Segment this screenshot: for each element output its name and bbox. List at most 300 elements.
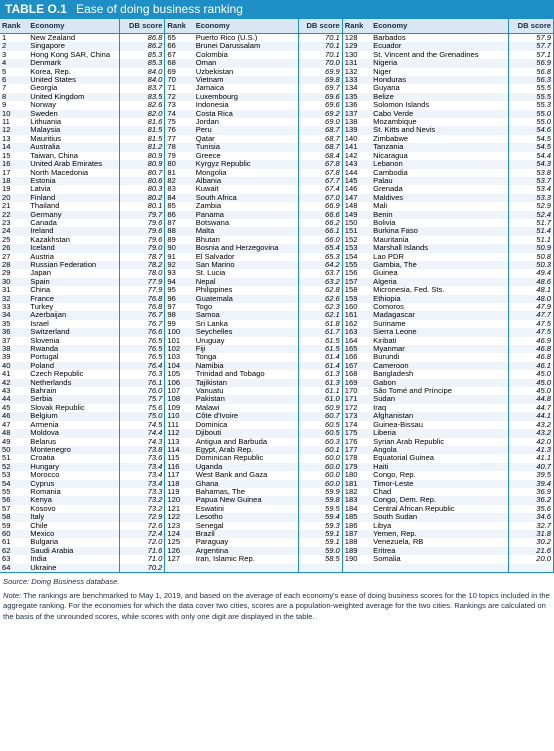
economy-cell: Georgia bbox=[30, 84, 58, 93]
economy-cell: Suriname bbox=[373, 319, 406, 328]
db-score-cell: 60.9 bbox=[299, 404, 343, 412]
db-score-cell: 75.6 bbox=[119, 404, 165, 412]
table-row bbox=[0, 261, 554, 269]
table-row bbox=[0, 202, 554, 210]
table-row bbox=[0, 522, 554, 530]
economy-cell: Cabo Verde bbox=[371, 110, 509, 118]
rank-cell: 148 bbox=[344, 202, 358, 211]
rank-cell: 67 bbox=[167, 50, 176, 59]
rank-cell: 99 bbox=[167, 319, 176, 328]
table-row bbox=[0, 379, 554, 387]
rank-cell: 44 bbox=[0, 395, 28, 403]
table-row bbox=[0, 219, 554, 227]
rank-cell: 29 bbox=[2, 269, 11, 278]
economy-cell: Russian Federation bbox=[28, 261, 119, 269]
db-score-cell: 60.5 bbox=[299, 429, 343, 437]
economy-cell: South Sudan bbox=[371, 513, 509, 521]
economy-cell: Nepal bbox=[194, 278, 299, 286]
rank-cell: 111 bbox=[167, 420, 179, 429]
db-score-cell: 71.6 bbox=[119, 547, 165, 555]
db-score-cell: 57.7 bbox=[509, 42, 554, 50]
db-score-cell: 68.7 bbox=[299, 135, 343, 143]
rank-cell: 18 bbox=[0, 177, 28, 185]
rank-cell: 30 bbox=[0, 278, 28, 286]
table-row bbox=[0, 101, 554, 109]
header-economy: Economy bbox=[28, 19, 119, 34]
note-text: The rankings are benchmarked to May 1, 2019, and based on the average of each economy's ease of doing business scores for the 10 topics included in the aggregate ranking. For the economies for which the data cover two cities, scores are a population-weighted average for the two cities. Rankings are calculated on the basis of the unrounded scores, while scores with only one digit are displayed in the table. bbox=[3, 590, 550, 621]
table-row bbox=[0, 126, 554, 134]
economy-cell: St. Lucia bbox=[195, 269, 226, 278]
table-row bbox=[0, 59, 554, 67]
economy-cell: Portugal bbox=[30, 353, 59, 362]
db-score-cell: 48.0 bbox=[509, 295, 554, 303]
db-score-cell: 59.3 bbox=[299, 522, 343, 530]
economy-cell: Tonga bbox=[195, 353, 217, 362]
db-score-cell: 54.5 bbox=[509, 143, 554, 151]
economy-cell: Haiti bbox=[371, 463, 509, 471]
rank-cell: 63 bbox=[2, 555, 11, 564]
economy-cell: United Arab Emirates bbox=[28, 160, 119, 168]
economy-cell: Panama bbox=[194, 211, 299, 219]
table-row bbox=[0, 538, 554, 546]
rank-cell: 71 bbox=[167, 84, 176, 93]
economy-cell: Italy bbox=[28, 513, 119, 521]
table-row bbox=[0, 303, 554, 311]
rank-cell: 125 bbox=[167, 538, 181, 547]
economy-cell: Seychelles bbox=[194, 328, 299, 336]
db-score-cell: 45.0 bbox=[509, 370, 554, 378]
rank-cell: 153 bbox=[342, 244, 371, 252]
db-score-cell: 55.0 bbox=[509, 118, 554, 126]
db-score-cell: 85.3 bbox=[119, 59, 165, 67]
table-row bbox=[0, 135, 554, 143]
db-score-cell: 76.5 bbox=[119, 345, 165, 353]
rank-cell: 171 bbox=[342, 395, 371, 403]
rank-cell: 159 bbox=[342, 295, 371, 303]
rank-cell: 36 bbox=[0, 328, 28, 336]
rank-cell: 70 bbox=[165, 76, 194, 84]
source-line bbox=[3, 577, 551, 588]
rank-cell: 24 bbox=[0, 227, 28, 235]
rank-cell: 32 bbox=[0, 295, 28, 303]
db-score-cell: 50.3 bbox=[509, 261, 554, 269]
economy-cell: Australia bbox=[28, 143, 119, 151]
table-row bbox=[0, 446, 554, 454]
rank-cell: 50 bbox=[0, 446, 28, 454]
rank-cell: 113 bbox=[167, 437, 180, 446]
rank-cell: 119 bbox=[167, 487, 180, 496]
rank-cell: 116 bbox=[165, 463, 194, 471]
table-row bbox=[0, 169, 554, 177]
rank-cell: 177 bbox=[342, 446, 371, 454]
db-score-cell: 71.0 bbox=[119, 555, 165, 563]
rank-cell: 49 bbox=[2, 437, 11, 446]
rank-cell: 92 bbox=[165, 261, 194, 269]
db-score-cell: 55.5 bbox=[509, 84, 554, 92]
economy-cell: Comoros bbox=[373, 303, 404, 311]
economy-cell: São Tomé and Príncipe bbox=[373, 387, 452, 396]
economy-cell: Barbados bbox=[373, 33, 406, 42]
table-row bbox=[0, 295, 554, 303]
db-score-cell: 77.9 bbox=[119, 278, 165, 286]
rank-cell: 170 bbox=[344, 387, 358, 396]
db-score-cell: 60.3 bbox=[299, 438, 343, 446]
economy-cell: North Macedonia bbox=[30, 168, 89, 177]
rank-cell: 186 bbox=[344, 521, 358, 530]
rank-cell: 84 bbox=[165, 194, 194, 202]
db-score-cell: 74.3 bbox=[119, 438, 165, 446]
rank-cell: 57 bbox=[2, 504, 11, 513]
db-score-cell: 59.1 bbox=[299, 538, 343, 546]
db-score-cell: 53.8 bbox=[509, 169, 554, 177]
rank-cell: 45 bbox=[2, 403, 11, 412]
db-score-cell: 46.9 bbox=[509, 337, 554, 345]
db-score-cell: 42.0 bbox=[509, 438, 554, 446]
rank-cell: 114 bbox=[165, 446, 194, 454]
rank-cell: 157 bbox=[342, 278, 371, 286]
rank-cell: 65 bbox=[167, 33, 176, 42]
db-score-cell: 80.7 bbox=[119, 169, 165, 177]
db-score-cell: 53.7 bbox=[509, 177, 554, 185]
economy-cell: Greece bbox=[195, 151, 221, 160]
economy-cell: Gambia, The bbox=[371, 261, 509, 269]
economy-cell: Malta bbox=[194, 227, 299, 235]
db-score-cell: 70.1 bbox=[299, 34, 343, 43]
rank-cell: 172 bbox=[344, 403, 358, 412]
economy-cell: Mali bbox=[373, 202, 388, 211]
table-row bbox=[0, 395, 554, 403]
rank-cell: 164 bbox=[344, 336, 358, 345]
table-title bbox=[0, 0, 554, 19]
economy-cell: Ecuador bbox=[371, 42, 509, 50]
rank-cell: 42 bbox=[0, 379, 28, 387]
db-score-cell: 73.8 bbox=[119, 446, 165, 454]
db-score-cell: 69.9 bbox=[299, 68, 343, 76]
table-row bbox=[0, 429, 554, 437]
economy-cell: Myanmar bbox=[371, 345, 509, 353]
rank-cell: 105 bbox=[167, 370, 181, 379]
db-score-cell: 80.2 bbox=[119, 194, 165, 202]
db-score-cell: 47.7 bbox=[509, 311, 554, 319]
economy-cell bbox=[371, 564, 509, 573]
rank-cell: 138 bbox=[344, 118, 358, 127]
rank-cell: 147 bbox=[342, 194, 371, 202]
db-score-cell: 67.4 bbox=[299, 185, 343, 193]
rank-cell: 123 bbox=[167, 521, 181, 530]
db-score-cell: 86.2 bbox=[119, 42, 165, 50]
rank-cell: 87 bbox=[167, 218, 176, 227]
db-score-cell: 76.5 bbox=[119, 337, 165, 345]
table-row bbox=[0, 84, 554, 92]
table-row bbox=[0, 244, 554, 252]
db-score-cell: 32.7 bbox=[509, 522, 554, 530]
rank-cell: 31 bbox=[2, 286, 11, 295]
rank-cell: 126 bbox=[165, 547, 194, 555]
db-score-cell: 79.6 bbox=[119, 227, 165, 235]
economy-cell: Timor-Leste bbox=[371, 480, 509, 488]
economy-cell: Sierra Leone bbox=[371, 328, 509, 336]
economy-cell: Thailand bbox=[30, 202, 60, 211]
economy-cell: Malawi bbox=[195, 403, 220, 412]
db-score-cell: 78.0 bbox=[119, 269, 165, 277]
rank-cell: 127 bbox=[167, 555, 181, 564]
economy-cell: China bbox=[30, 286, 51, 295]
db-score-cell: 73.2 bbox=[119, 505, 165, 513]
rank-cell: 39 bbox=[2, 353, 11, 362]
economy-cell: Zimbabwe bbox=[373, 134, 409, 143]
rank-cell: 110 bbox=[165, 412, 194, 420]
economy-cell: Congo, Dem. Rep. bbox=[371, 496, 509, 504]
table-row bbox=[0, 555, 554, 563]
economy-cell: Dominica bbox=[195, 420, 228, 429]
economy-cell: St. Kitts and Nevis bbox=[371, 126, 509, 134]
rank-cell: 95 bbox=[167, 286, 176, 295]
rank-cell: 74 bbox=[165, 110, 194, 118]
rank-cell: 98 bbox=[165, 311, 194, 319]
rank-cell: 184 bbox=[344, 504, 358, 513]
db-score-cell: 74.5 bbox=[119, 421, 165, 429]
db-score-cell: 66.2 bbox=[299, 219, 343, 227]
economy-cell: Central African Republic bbox=[373, 504, 455, 513]
economy-cell: Spain bbox=[28, 278, 119, 286]
db-score-cell: 73.4 bbox=[119, 480, 165, 488]
db-score-cell: 20.0 bbox=[509, 555, 554, 563]
rank-cell: 68 bbox=[165, 59, 194, 67]
rank-cell: 47 bbox=[2, 420, 11, 429]
db-score-cell: 72.6 bbox=[119, 522, 165, 530]
rank-cell: 15 bbox=[2, 151, 11, 160]
table-row bbox=[0, 345, 554, 353]
table-row bbox=[0, 152, 554, 160]
economy-cell: Switzerland bbox=[28, 328, 119, 336]
db-score-cell: 46.8 bbox=[509, 353, 554, 361]
db-score-cell: 61.5 bbox=[299, 337, 343, 345]
rank-cell: 37 bbox=[2, 336, 11, 345]
db-score-cell: 79.7 bbox=[119, 211, 165, 219]
table-row bbox=[0, 320, 554, 328]
rank-cell: 115 bbox=[167, 454, 180, 463]
economy-cell: Niger bbox=[373, 67, 392, 76]
table-row bbox=[0, 505, 554, 513]
db-score-cell: 60.1 bbox=[299, 446, 343, 454]
db-score-cell: 54.3 bbox=[509, 160, 554, 168]
economy-cell: Singapore bbox=[28, 42, 119, 50]
economy-cell: Cambodia bbox=[373, 168, 408, 177]
economy-cell: Papua New Guinea bbox=[194, 496, 299, 504]
economy-cell: Serbia bbox=[28, 395, 119, 403]
header-db-score: DB score bbox=[509, 19, 554, 34]
economy-cell: New Zealand bbox=[30, 33, 76, 42]
db-score-cell: 76.8 bbox=[119, 303, 165, 311]
economy-cell: Sri Lanka bbox=[195, 319, 228, 328]
rank-cell: 64 bbox=[0, 564, 28, 573]
economy-cell: Ghana bbox=[194, 480, 299, 488]
rank-cell: 59 bbox=[2, 521, 11, 530]
db-score-cell: 50.9 bbox=[509, 244, 554, 252]
table-row bbox=[0, 68, 554, 76]
db-score-cell: 49.4 bbox=[509, 269, 554, 277]
economy-cell: Burkina Faso bbox=[371, 227, 509, 235]
rank-cell: 4 bbox=[0, 59, 28, 67]
economy-cell: Bangladesh bbox=[373, 370, 414, 379]
rank-cell: 81 bbox=[167, 168, 176, 177]
rank-cell: 190 bbox=[344, 555, 358, 564]
economy-cell: Hong Kong SAR, China bbox=[30, 50, 111, 59]
db-score-cell: 44.8 bbox=[509, 395, 554, 403]
db-score-cell: 75.0 bbox=[119, 412, 165, 420]
db-score-cell: 48.6 bbox=[509, 278, 554, 286]
db-score-cell: 79.6 bbox=[119, 219, 165, 227]
db-score-cell: 82.0 bbox=[119, 110, 165, 118]
db-score-cell: 76.1 bbox=[119, 379, 165, 387]
db-score-cell: 81.2 bbox=[119, 143, 165, 151]
economy-cell: Luxembourg bbox=[194, 93, 299, 101]
table-row bbox=[0, 269, 554, 277]
db-score-cell: 63.7 bbox=[299, 269, 343, 277]
note-line bbox=[3, 591, 551, 623]
db-score-cell: 36.2 bbox=[509, 496, 554, 504]
economy-cell: San Marino bbox=[194, 261, 299, 269]
rank-cell: 69 bbox=[167, 67, 176, 76]
table-row bbox=[0, 564, 554, 573]
rank-cell: 129 bbox=[342, 42, 371, 50]
rank-cell: 38 bbox=[0, 345, 28, 353]
table-row bbox=[0, 51, 554, 59]
rank-cell: 141 bbox=[342, 143, 371, 151]
rank-cell: 6 bbox=[0, 76, 28, 84]
rank-cell: 91 bbox=[167, 252, 176, 261]
db-score-cell: 60.7 bbox=[299, 412, 343, 420]
db-score-cell: 54.6 bbox=[509, 126, 554, 134]
economy-cell: Slovenia bbox=[30, 336, 60, 345]
rank-cell: 5 bbox=[2, 67, 7, 76]
economy-cell: Brazil bbox=[194, 530, 299, 538]
table-row bbox=[0, 387, 554, 395]
table-label: TABLE O.1 bbox=[5, 2, 67, 16]
economy-cell: Moldova bbox=[28, 429, 119, 437]
economy-cell: Cyprus bbox=[28, 480, 119, 488]
economy-cell: Gabon bbox=[371, 379, 509, 387]
table-row bbox=[0, 185, 554, 193]
db-score-cell: 80.9 bbox=[119, 160, 165, 168]
db-score-cell: 52.4 bbox=[509, 211, 554, 219]
db-score-cell: 51.1 bbox=[509, 236, 554, 244]
economy-cell: Micronesia, Fed. Sts. bbox=[373, 286, 445, 295]
db-score-cell: 61.3 bbox=[299, 370, 343, 378]
economy-cell: Namibia bbox=[194, 362, 299, 370]
economy-cell: Kyrgyz Republic bbox=[194, 160, 299, 168]
economy-cell: Belize bbox=[371, 93, 509, 101]
rank-cell: 136 bbox=[344, 101, 358, 110]
header-row bbox=[0, 19, 554, 34]
db-score-cell: 79.0 bbox=[119, 244, 165, 252]
economy-cell: Armenia bbox=[30, 420, 59, 429]
rank-cell: 151 bbox=[342, 227, 371, 235]
db-score-cell: 55.3 bbox=[509, 101, 554, 109]
rank-cell: 142 bbox=[344, 151, 358, 160]
economy-cell: Nicaragua bbox=[373, 151, 408, 160]
table-row bbox=[0, 370, 554, 378]
economy-cell: Qatar bbox=[195, 134, 215, 143]
db-score-cell: 43.2 bbox=[509, 429, 554, 437]
db-score-cell: 72.0 bbox=[119, 538, 165, 546]
db-score-cell: 81.5 bbox=[119, 126, 165, 134]
rank-cell: 80 bbox=[165, 160, 194, 168]
db-score-cell: 34.6 bbox=[509, 513, 554, 521]
economy-cell: Bosnia and Herzegovina bbox=[194, 244, 299, 252]
rank-cell: 27 bbox=[2, 252, 11, 261]
economy-cell: Philippines bbox=[195, 286, 233, 295]
rank-cell: 188 bbox=[344, 538, 358, 547]
rank-cell: 180 bbox=[344, 471, 358, 480]
economy-cell: Oman bbox=[194, 59, 299, 67]
rank-cell: 149 bbox=[342, 211, 371, 219]
table-name: Ease of doing business ranking bbox=[76, 2, 243, 16]
db-score-cell: 54.4 bbox=[509, 152, 554, 160]
rank-cell: 155 bbox=[342, 261, 371, 269]
db-score-cell: 31.8 bbox=[509, 530, 554, 538]
rank-cell: 134 bbox=[344, 84, 358, 93]
rank-cell: 168 bbox=[344, 370, 358, 379]
db-score-cell: 64.2 bbox=[299, 261, 343, 269]
economy-cell: Norway bbox=[30, 101, 57, 110]
economy-cell: Liberia bbox=[371, 429, 509, 437]
db-score-cell: 69.2 bbox=[299, 110, 343, 118]
economy-cell: Uzbekistan bbox=[195, 67, 234, 76]
economy-cell: Tanzania bbox=[371, 143, 509, 151]
economy-cell: Eritrea bbox=[371, 547, 509, 555]
economy-cell: Chile bbox=[30, 521, 48, 530]
rank-cell: 14 bbox=[0, 143, 28, 151]
rank-cell: 144 bbox=[344, 168, 358, 177]
rank-cell: 140 bbox=[344, 134, 358, 143]
rank-cell: 121 bbox=[167, 504, 181, 513]
rank-cell: 58 bbox=[0, 513, 28, 521]
economy-cell: Indonesia bbox=[195, 101, 229, 110]
rank-cell: 122 bbox=[165, 513, 194, 521]
table-row bbox=[0, 337, 554, 345]
rank-cell: 21 bbox=[2, 202, 11, 211]
rank-cell bbox=[165, 564, 194, 573]
db-score-cell: 80.1 bbox=[119, 202, 165, 210]
rank-cell: 101 bbox=[167, 336, 181, 345]
db-score-cell: 76.7 bbox=[119, 311, 165, 319]
db-score-cell: 78.7 bbox=[119, 253, 165, 261]
db-score-cell: 59.0 bbox=[299, 547, 343, 555]
db-score-cell: 60.5 bbox=[299, 421, 343, 429]
economy-cell: Korea, Rep. bbox=[30, 67, 71, 76]
db-score-cell: 82.6 bbox=[119, 101, 165, 109]
db-score-cell: 45.0 bbox=[509, 379, 554, 387]
economy-cell: Kosovo bbox=[30, 504, 56, 513]
table-row bbox=[0, 547, 554, 555]
economy-cell: Samoa bbox=[194, 311, 299, 319]
db-score-cell: 70.1 bbox=[299, 42, 343, 50]
db-score-cell: 69.6 bbox=[299, 101, 343, 109]
table-row bbox=[0, 404, 554, 412]
rank-cell: 60 bbox=[0, 530, 28, 538]
economy-cell: Czech Republic bbox=[30, 370, 84, 379]
rank-cell: 94 bbox=[165, 278, 194, 286]
rank-cell: 107 bbox=[167, 387, 181, 396]
db-score-cell: 67.0 bbox=[299, 194, 343, 202]
economy-cell: Rwanda bbox=[28, 345, 119, 353]
db-score-cell: 67.8 bbox=[299, 169, 343, 177]
economy-cell: Belarus bbox=[30, 437, 57, 446]
economy-cell: Mozambique bbox=[373, 118, 417, 127]
rank-cell: 175 bbox=[342, 429, 371, 437]
rank-cell: 26 bbox=[0, 244, 28, 252]
